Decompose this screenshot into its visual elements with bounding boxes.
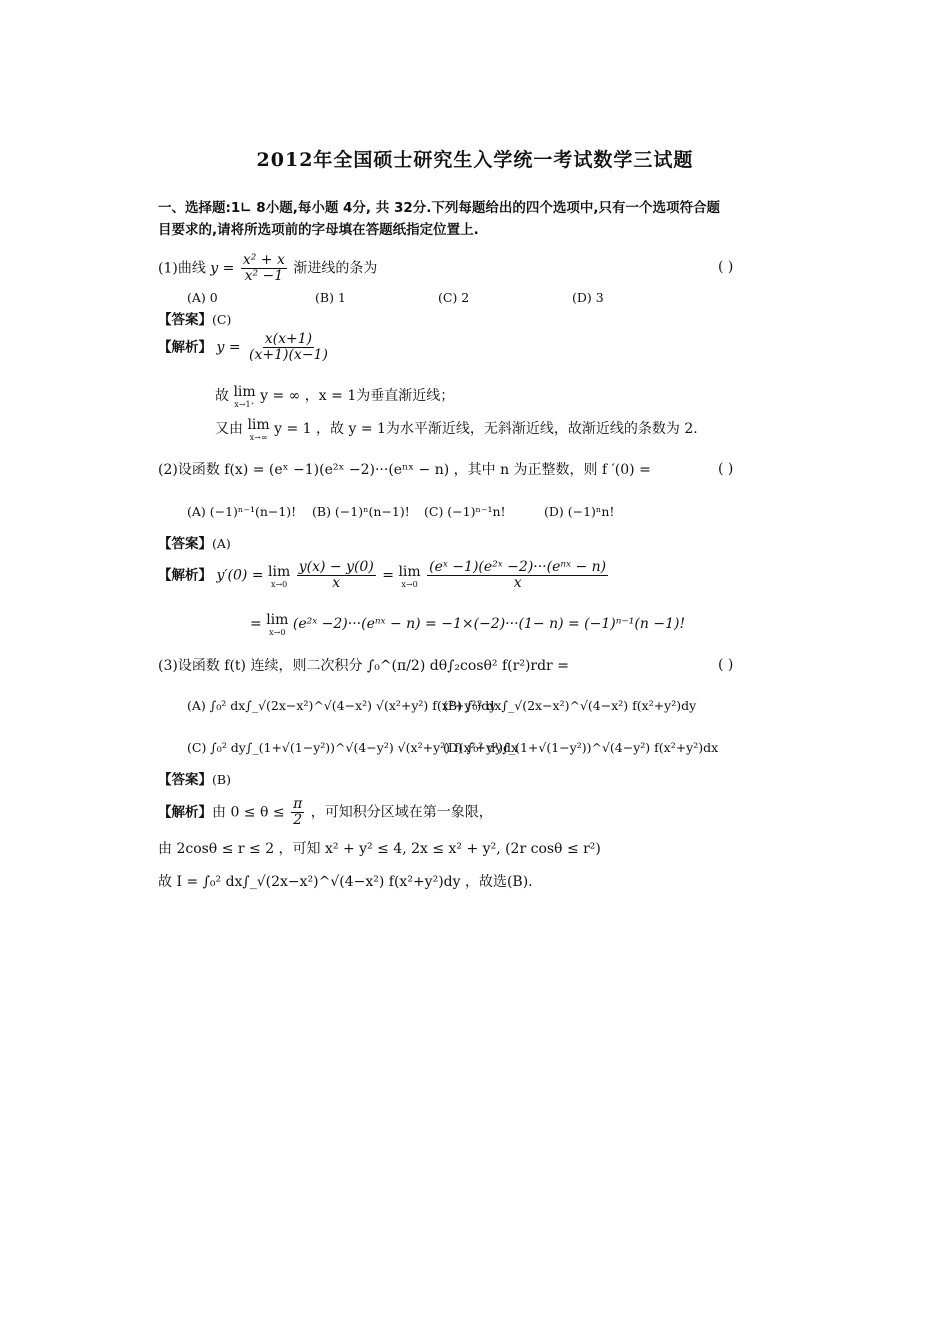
q1-fraction xyxy=(241,253,287,284)
q1-answer-value: (C) xyxy=(212,312,232,327)
q2-option-d: (D) (−1)ⁿn! xyxy=(544,504,615,519)
q1-l2-limit xyxy=(233,383,255,409)
q2-option-c: (C) (−1)ⁿ⁻¹n! xyxy=(424,504,506,519)
q2-l1-lim-sub: x→0 xyxy=(270,579,288,589)
page-title: 2012年全国硕士研究生入学统一考试数学三试题 xyxy=(256,149,694,171)
q2-l2-lim-word: lim xyxy=(266,612,289,628)
q3-l1-num: π xyxy=(293,796,303,812)
q2-l2-pre: = xyxy=(250,616,262,632)
q2-l1-lhs: y′(0) = xyxy=(216,567,264,584)
q3-answer-paren: ( ) xyxy=(718,657,734,673)
q2-answer-tag: 【答案】 xyxy=(158,536,212,552)
q2-stem: (2)设函数 f(x) = (eˣ −1)(e²ˣ −2)···(eⁿˣ − n) ，其中 n 为正整数，则 f ′(0) = xyxy=(158,462,651,478)
q1-answer-paren: ( ) xyxy=(718,259,734,275)
q1-answer-tag: 【答案】 xyxy=(158,312,212,328)
q2-f2-den: x xyxy=(513,575,522,591)
q1-l3-lim-sub: x→∞ xyxy=(249,433,268,442)
q1-l3-pre: 又由 xyxy=(215,421,243,437)
q2-l1-fraction-2 xyxy=(427,560,608,591)
q2-l2-body: (e²ˣ −2)···(eⁿˣ − n) = −1×(−2)···(1− n) = (−1)ⁿ⁻¹(n −1)! xyxy=(292,616,686,632)
q3-l1-post: ，可知积分区域在第一象限， xyxy=(310,804,493,821)
q1-tail: 渐进线的条为 xyxy=(293,260,378,277)
q2-l1-lim-sub-2: x→0 xyxy=(401,579,418,589)
q2-analysis-line-2 xyxy=(250,611,685,637)
q1-analysis-num: x(x+1) xyxy=(264,331,313,347)
q2-f1-num: y(x) − y(0) xyxy=(298,559,374,575)
q2-analysis-line-1 xyxy=(158,560,610,591)
q3-option-d: (D) ∫₀² dy∫_(1+√(1−y²))^√(4−y²) f(x²+y²)dx xyxy=(443,740,719,755)
q3-l1-pre: 由 0 ≤ θ ≤ xyxy=(212,804,285,821)
section-heading-line-2: 目要求的,请将所选项前的字母填在答题纸指定位置上. xyxy=(158,222,479,238)
q3-stem: (3)设函数 f(t) 连续，则二次积分 ∫₀^(π/2) dθ∫₂cosθ² f(r²)rdr = xyxy=(158,658,569,674)
q1-option-a: (A) 0 xyxy=(187,290,218,305)
q1-analysis-line-2 xyxy=(215,383,454,409)
q1-option-c: (C) 2 xyxy=(438,290,470,305)
q3-l1-den: 2 xyxy=(293,812,303,828)
q1-l2-lim-word: lim xyxy=(233,384,256,400)
q2-answer xyxy=(158,535,231,553)
q1-stem xyxy=(158,253,377,284)
q3-l1-fraction xyxy=(291,797,304,828)
q1-analysis-fraction xyxy=(247,332,330,363)
q2-l1-fraction-1 xyxy=(297,560,376,591)
q1-analysis-den: (x+1)(x−1) xyxy=(249,347,328,363)
q3-analysis-line-3: 故 I = ∫₀² dx∫_√(2x−x²)^√(4−x²) f(x²+y²)dy ，故选(B). xyxy=(158,874,533,890)
q2-l2-limit xyxy=(266,611,288,637)
q1-l3-lim-word: lim xyxy=(247,417,270,433)
q1-analysis-line-1 xyxy=(158,332,332,363)
q3-option-c: (C) ∫₀² dy∫_(1+√(1−y²))^√(4−y²) √(x²+y²) f(x²+y²)dx xyxy=(187,740,519,755)
q1-analysis-lhs: y = xyxy=(216,339,241,356)
q1-option-d: (D) 3 xyxy=(572,290,604,305)
q2-f2-num: (eˣ −1)(e²ˣ −2)···(eⁿˣ − n) xyxy=(429,559,607,575)
q2-f1-den: x xyxy=(332,575,341,591)
q3-answer-value: (B) xyxy=(212,772,231,787)
q3-analysis-tag: 【解析】 xyxy=(158,804,212,821)
q2-l1-limit xyxy=(268,563,290,589)
q1-y-eq: y = xyxy=(210,260,235,277)
q2-l1-eq: = xyxy=(382,567,394,584)
q2-analysis-tag: 【解析】 xyxy=(158,567,212,584)
q3-analysis-line-1 xyxy=(158,797,493,828)
q1-l3-post: y = 1 ，故 y = 1为水平渐近线，无斜渐近线，故渐近线的条数为 2. xyxy=(274,421,698,437)
q2-option-a: (A) (−1)ⁿ⁻¹(n−1)! xyxy=(187,504,297,519)
q1-l3-limit xyxy=(247,416,269,442)
q1-l2-pre: 故 xyxy=(215,388,229,404)
q2-l1-limit-2 xyxy=(398,563,420,589)
q1-analysis-tag: 【解析】 xyxy=(158,339,212,356)
q3-option-a: (A) ∫₀² dx∫_√(2x−x²)^√(4−x²) √(x²+y²) f(x²+y²)dy xyxy=(187,698,497,713)
q3-answer xyxy=(158,771,231,789)
q3-analysis-line-2: 由 2cosθ ≤ r ≤ 2 ，可知 x² + y² ≤ 4, 2x ≤ x² + y², (2r cosθ ≤ r²) xyxy=(158,841,601,857)
q1-frac-num: x² + x xyxy=(242,252,285,268)
q2-l1-lim-word: lim xyxy=(268,563,291,580)
q2-answer-value: (A) xyxy=(212,536,231,551)
q2-answer-paren: ( ) xyxy=(718,461,734,477)
q2-l1-lim-word-2: lim xyxy=(398,563,421,580)
q2-l2-lim-sub: x→0 xyxy=(269,628,286,637)
section-heading-line-1: 一、选择题:1∟ 8小题,每小题 4分, 共 32分.下列每题给出的四个选项中,只有一个选项符合题 xyxy=(158,200,720,216)
q2-option-b: (B) (−1)ⁿ(n−1)! xyxy=(312,504,410,519)
q1-l2-lim-sub: x→1⁺ xyxy=(234,400,255,409)
q1-answer xyxy=(158,311,231,329)
q3-answer-tag: 【答案】 xyxy=(158,772,212,788)
q1-l2-post: y = ∞ ，x = 1为垂直渐近线； xyxy=(260,388,455,404)
q1-analysis-line-3 xyxy=(215,416,698,442)
q1-frac-den: x² −1 xyxy=(244,268,284,284)
q1-option-b: (B) 1 xyxy=(315,290,346,305)
q3-option-b: (B) ∫₀² dx∫_√(2x−x²)^√(4−x²) f(x²+y²)dy xyxy=(443,698,697,713)
q1-number: (1)曲线 xyxy=(158,260,206,277)
